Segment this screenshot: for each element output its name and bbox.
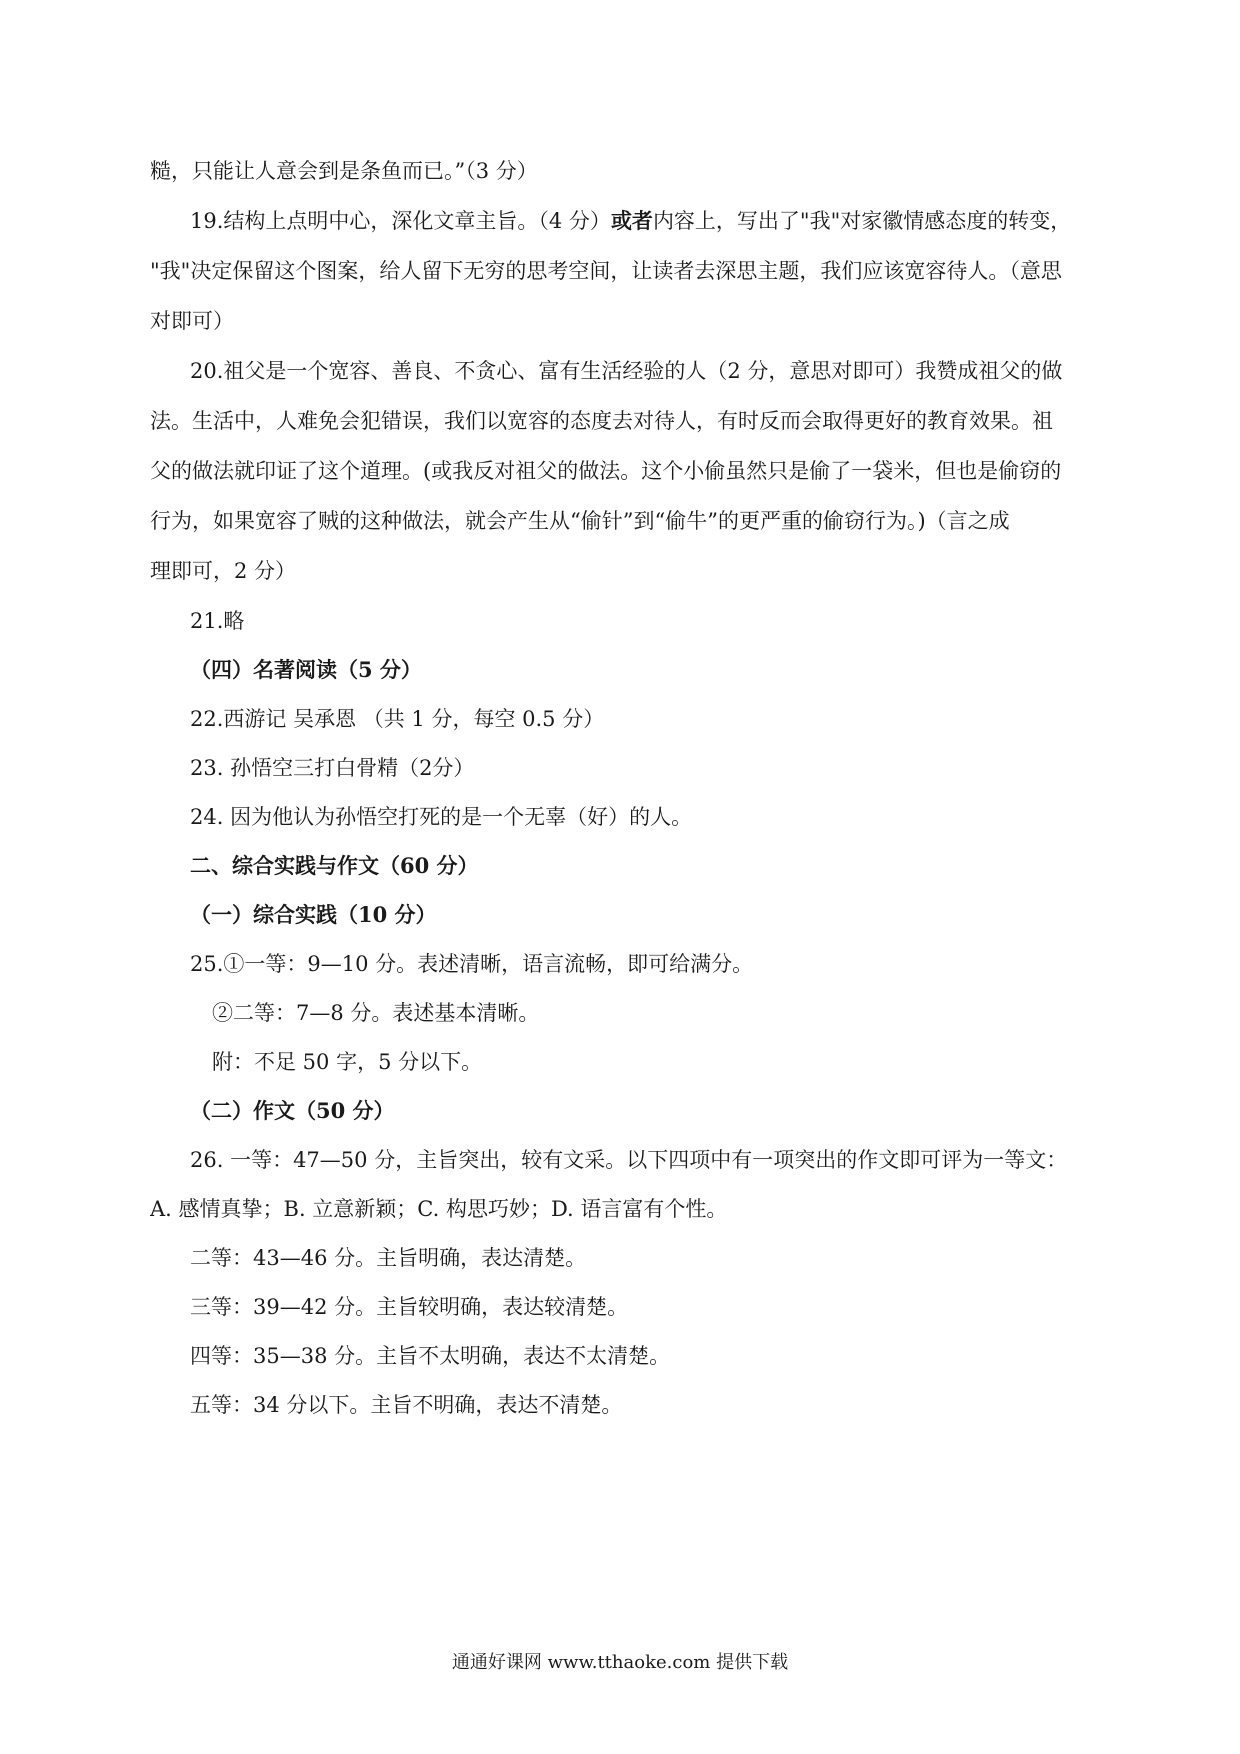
answer-26-grade-3: 三等：39—42 分。主旨较明确，表达较清楚。 [190, 1295, 629, 1319]
section-heading-essay: （二）作文（50 分） [190, 1098, 395, 1123]
answer-20-line-3: 父的做法就印证了这个道理。(或我反对祖父的做法。这个小偷虽然只是偷了一袋米，但也是偷窃的 [150, 459, 1062, 483]
answer-19-part-a: 19.结构上点明中心，深化文章主旨。（4 分） [190, 209, 611, 233]
answer-26-grade-4: 四等：35—38 分。主旨不太明确，表达不太清楚。 [190, 1344, 671, 1368]
answer-21: 21.略 [190, 609, 245, 633]
section-heading-practice-writing: 二、综合实践与作文（60 分） [190, 853, 479, 878]
answer-26-grade-1: 26. 一等：47—50 分，主旨突出，较有文采。以下四项中有一项突出的作文即可评为一等文： [190, 1148, 1068, 1172]
answer-23: 23. 孙悟空三打白骨精（2分） [190, 756, 475, 780]
answer-24: 24. 因为他认为孙悟空打死的是一个无辜（好）的人。 [190, 805, 693, 829]
answer-18-continuation: 糙，只能让人意会到是条鱼而已。”（3 分） [150, 159, 538, 183]
answer-19-or-keyword: 或者 [610, 208, 653, 233]
answer-19-line-1 [190, 206, 1100, 236]
section-heading-practice: （一）综合实践（10 分） [190, 902, 437, 927]
answer-20-line-4: 行为，如果宽容了贼的这种做法，就会产生从“偷针”到“偷牛”的更严重的偷窃行为。)（言之成 [150, 509, 1010, 533]
answer-26-criteria: A. 感情真挚；B. 立意新颖；C. 构思巧妙；D. 语言富有个性。 [150, 1197, 728, 1221]
answer-26-grade-5: 五等：34 分以下。主旨不明确，表达不清楚。 [190, 1393, 623, 1417]
answer-20-line-1: 20.祖父是一个宽容、善良、不贪心、富有生活经验的人（2 分，意思对即可）我赞成祖父的做 [190, 359, 1063, 383]
answer-19-line-2: "我"决定保留这个图案，给人留下无穷的思考空间，让读者去深思主题，我们应该宽容待人。（意思 [150, 259, 1062, 283]
page-footer: 通通好课网 www.tthaoke.com 提供下载 [451, 1652, 789, 1673]
answer-19-part-b: 内容上，写出了"我"对家徽情感态度的转变， [652, 209, 1072, 233]
answer-20-line-5: 理即可，2 分） [150, 559, 297, 583]
section-heading-classics: （四）名著阅读（5 分） [190, 657, 422, 682]
answer-19-line-3: 对即可） [150, 309, 234, 333]
answer-20-line-2: 法。生活中，人难免会犯错误，我们以宽容的态度去对待人，有时反而会取得更好的教育效果。祖 [150, 409, 1053, 433]
answer-25-grade-1: 25.①一等：9—10 分。表述清晰，语言流畅，即可给满分。 [190, 952, 754, 976]
answer-26-grade-2: 二等：43—46 分。主旨明确，表达清楚。 [190, 1246, 587, 1270]
answer-22: 22.西游记 吴承恩 （共 1 分，每空 0.5 分） [190, 707, 605, 731]
answer-25-grade-2: ②二等：7—8 分。表述基本清晰。 [212, 1001, 540, 1025]
answer-25-note: 附：不足 50 字，5 分以下。 [212, 1050, 483, 1074]
